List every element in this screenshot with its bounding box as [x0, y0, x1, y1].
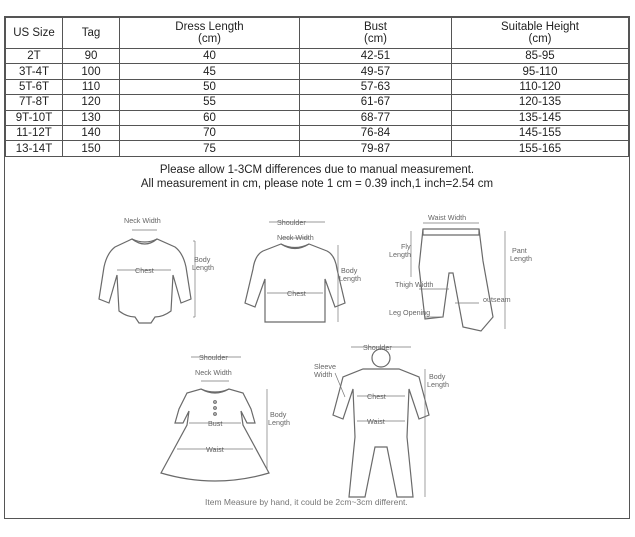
romper-length-label: Length: [427, 380, 449, 389]
pants-fly-label: Fly: [401, 242, 411, 251]
cell: 110-120: [452, 79, 629, 94]
shirt-illustration: [245, 218, 361, 322]
romper-chest-label: Chest: [367, 392, 386, 401]
pants-pant-label: Pant: [512, 246, 527, 255]
dress-waist-label: Waist: [206, 445, 224, 454]
romper-illustration: [314, 343, 449, 497]
header-suitable-height: Suitable Height (cm): [452, 18, 629, 49]
cell: 76-84: [300, 125, 452, 140]
cell: 90: [63, 49, 120, 64]
note-line-1: Please allow 1-3CM differences due to manual measurement.: [159, 164, 475, 176]
romper-waist-label: Waist: [367, 417, 385, 426]
cell: 61-67: [300, 95, 452, 110]
dress-neck-label: Neck Width: [195, 368, 232, 377]
header-dress-length: Dress Length (cm): [120, 18, 300, 49]
header-us-size: US Size: [6, 18, 63, 49]
cell: 150: [63, 141, 120, 156]
note-line-2: All measurement in cm, please note 1 cm = 0.39 inch,1 inch=2.54 cm: [140, 178, 494, 190]
header-tag: Tag: [63, 18, 120, 49]
shirt-neck-label: Neck Width: [277, 233, 314, 242]
cell: 145-155: [452, 125, 629, 140]
cell: 120: [63, 95, 120, 110]
cell: 2T: [6, 49, 63, 64]
cell: 5T-6T: [6, 79, 63, 94]
bodysuit-body-label: Body: [194, 255, 211, 264]
shirt-chest-label: Chest: [287, 289, 306, 298]
footnote: Item Measure by hand, it could be 2cm~3cm different.: [205, 497, 408, 507]
cell: 135-145: [452, 110, 629, 125]
cell: 70: [120, 125, 300, 140]
cell: 95-110: [452, 64, 629, 79]
cell: 45: [120, 64, 300, 79]
romper-shoulder-label: Shoulder: [363, 343, 392, 352]
cell: 110: [63, 79, 120, 94]
cell: 50: [120, 79, 300, 94]
pants-outseam-label: outseam: [483, 295, 511, 304]
measurement-diagram: [5, 17, 629, 518]
cell: 140: [63, 125, 120, 140]
cell: 79-87: [300, 141, 452, 156]
cell: 40: [120, 49, 300, 64]
cell: 57-63: [300, 79, 452, 94]
cell: 11-12T: [6, 125, 63, 140]
dress-illustration: [161, 353, 290, 481]
dress-bust-label: Bust: [208, 419, 223, 428]
dress-body-label: Body: [270, 410, 287, 419]
bodysuit-illustration: [99, 216, 214, 323]
cell: 85-95: [452, 49, 629, 64]
cell: 155-165: [452, 141, 629, 156]
shirt-shoulder-label: Shoulder: [277, 218, 306, 227]
size-chart: [4, 16, 630, 519]
header-bust: Bust (cm): [300, 18, 452, 49]
cell: 42-51: [300, 49, 452, 64]
cell: 7T-8T: [6, 95, 63, 110]
cell: 49-57: [300, 64, 452, 79]
pants-pant-length-label: Length: [510, 254, 532, 263]
cell: 120-135: [452, 95, 629, 110]
shirt-length-label: Length: [339, 274, 361, 283]
pants-waist-label: Waist Width: [428, 213, 467, 222]
cell: 3T-4T: [6, 64, 63, 79]
bodysuit-length-label: Length: [192, 263, 214, 272]
cell: 13-14T: [6, 141, 63, 156]
pants-illustration: [389, 213, 532, 331]
bodysuit-neck-label: Neck Width: [124, 216, 161, 225]
romper-sleeve-label: Sleeve: [314, 362, 336, 371]
cell: 130: [63, 110, 120, 125]
bodysuit-chest-label: Chest: [135, 266, 154, 275]
romper-body-label: Body: [429, 372, 446, 381]
pants-thigh-label: Thigh Width: [395, 280, 434, 289]
dress-shoulder-label: Shoulder: [199, 353, 228, 362]
shirt-body-label: Body: [341, 266, 358, 275]
cell: 75: [120, 141, 300, 156]
dress-length-label: Length: [268, 418, 290, 427]
pants-leg-label: Leg Opening: [389, 308, 431, 317]
cell: 100: [63, 64, 120, 79]
pants-fly-length-label: Length: [389, 250, 411, 259]
cell: 9T-10T: [6, 110, 63, 125]
romper-sleeve-width-label: Width: [314, 370, 333, 379]
cell: 68-77: [300, 110, 452, 125]
cell: 60: [120, 110, 300, 125]
cell: 55: [120, 95, 300, 110]
